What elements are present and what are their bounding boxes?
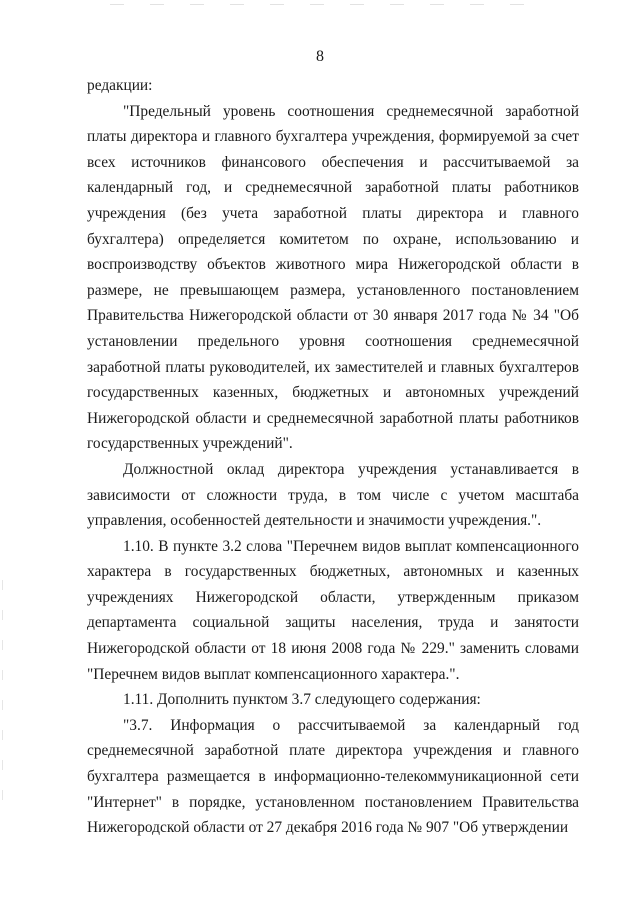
paragraph-continuation: редакции: xyxy=(87,77,153,94)
paragraph-item-3-7: "3.7. Информация о рассчитываемой за календарный год среднемесячной заработной плате директора учреждения и главного бухгалтера размещается в информационно-телекоммуникационной сети "Интернет" в порядке, установленном постановлением Правительства Нижегородской области от 27 декабря 2016 года № 907 "Об утверждении xyxy=(87,716,579,837)
scan-artifact-left xyxy=(2,580,3,820)
document-body xyxy=(87,73,579,841)
scan-artifact-top xyxy=(110,4,530,5)
paragraph-salary-ratio: "Предельный уровень соотношения среднемесячной заработной платы директора и главного бухгалтера учреждения, формируемой за счет всех источников финансового обеспечения и рассчитываемой за календарный год, и среднемесячной заработной платы работников учреждения (без учета заработной платы директора и главного бухгалтера) определяется комитетом по охране, использованию и воспроизводству объектов животного мира Нижегородской области в размере, не превышающем размера, установленного постановлением Правительства Нижегородской области от 30 января 2017 года № 34 "Об установлении предельного уровня соотношения среднемесячной заработной платы руководителей, их заместителей и главных бухгалтеров государственных казенных, бюджетных и автономных учреждений Нижегородской области и среднемесячной заработной платы работников государственных учреждений". xyxy=(87,102,579,453)
paragraph-item-1-11: 1.11. Дополнить пунктом 3.7 следующего содержания: xyxy=(123,691,481,709)
paragraph-director-salary: Должностной оклад директора учреждения устанавливается в зависимости от сложности труда, в том числе с учетом масштаба управления, особенностей деятельности и значимости учреждения.". xyxy=(87,460,579,530)
paragraph-item-1-10: 1.10. В пункте 3.2 слова "Перечнем видов выплат компенсационного характера в государственных бюджетных, автономных и казенных учреждениях Нижегородской области, утвержденным приказом департамента социальной защиты населения, труда и занятости Нижегородской области от 18 июня 2008 года № 229." заменить словами "Перечнем видов выплат компенсационного характера.". xyxy=(87,537,579,683)
page-number: 8 xyxy=(316,48,324,65)
